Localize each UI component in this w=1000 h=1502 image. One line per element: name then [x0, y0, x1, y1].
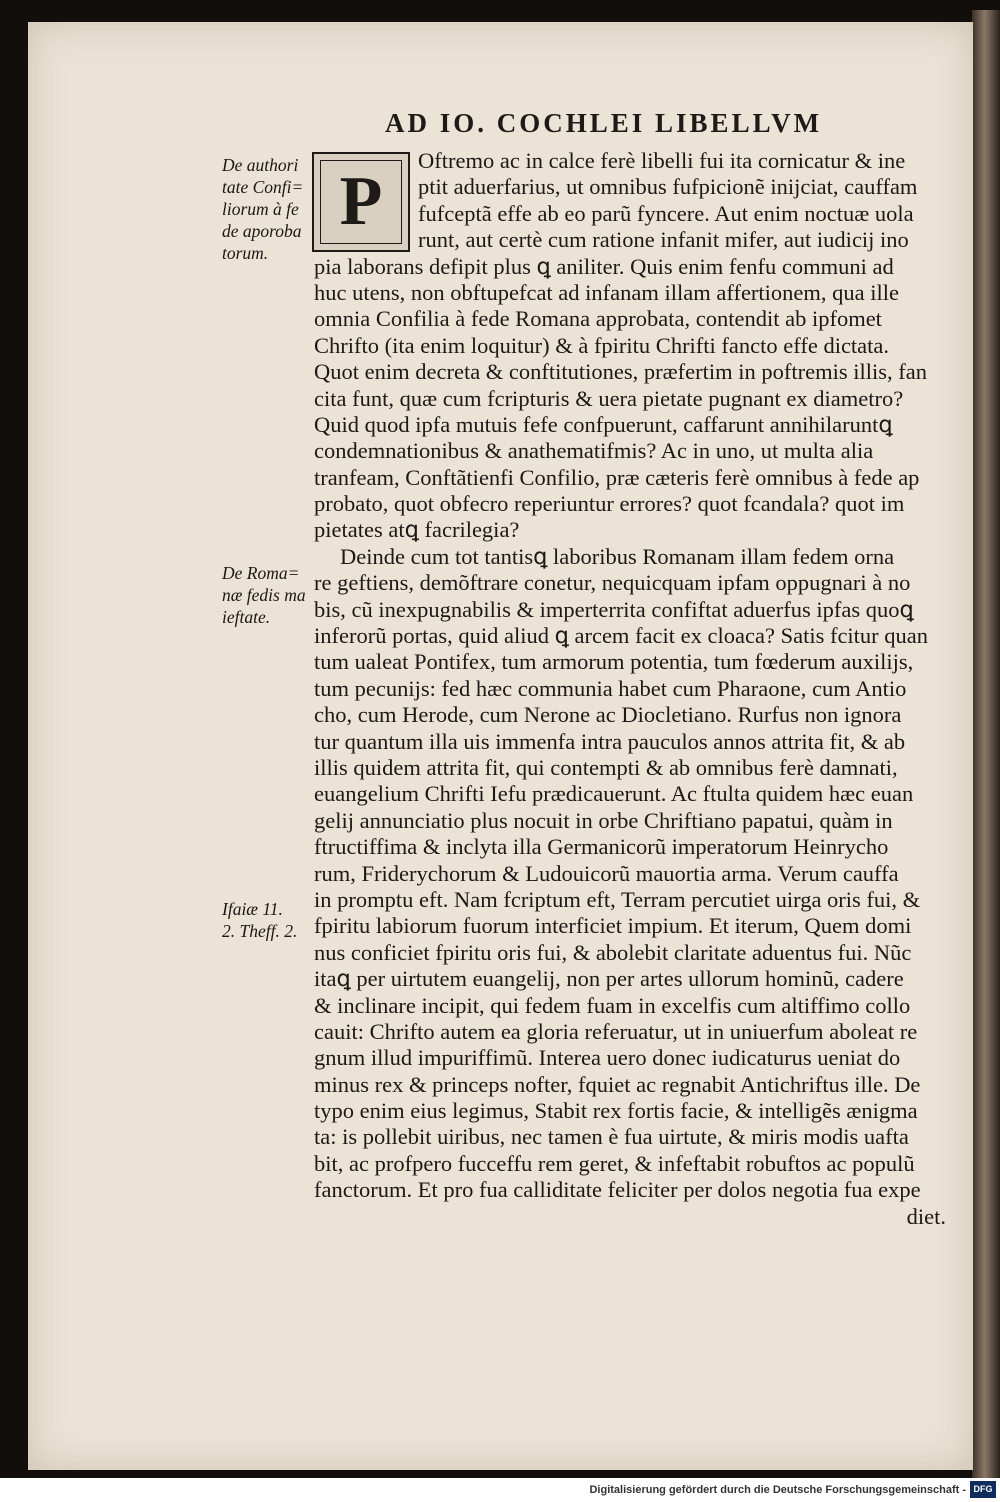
text-line: Chrifto (ita enim loquitur) & à fpiritu Chrifti fancto effe dictata. — [314, 332, 890, 358]
dfg-logo: DFG — [970, 1481, 996, 1498]
text-line: ptit aduerfarius, ut omnibus fufpicionẽ inijciat, cauffam — [418, 174, 918, 200]
text-line: pia laborans defipit plus ꝗ aniliter. Quis enim fenfu communi ad — [314, 253, 894, 279]
text-line: Quid quod ipfa mutuis fefe confpuerunt, caffarunt annihilaruntꝗ — [314, 411, 893, 437]
text-line: itaꝗ per uirtutem euangelij, non per artes ullorum hominũ, cadere — [314, 966, 904, 992]
text-line: Quot enim decreta & conftitutiones, præfertim in poftremis illis, fan — [314, 359, 927, 385]
text-line: cita funt, quæ cum fcripturis & uera pietate pugnant ex diametro? — [314, 385, 904, 411]
text-line: typo enim eius legimus, Stabit rex fortis facie, & intelligẽs ænigma — [314, 1098, 918, 1124]
text-line: gelij annunciatio plus nocuit in orbe Chriftiano papatui, quàm in — [314, 807, 893, 833]
margin-note-line: tate Confi= — [222, 177, 304, 197]
text-line: fufceptã effe ab eo parũ fyncere. Aut enim noctuæ uola — [418, 200, 914, 226]
text-line: inferorũ portas, quid aliud ꝗ arcem facit ex cloaca? Satis fcitur quan — [314, 623, 929, 649]
margin-note-line: Ifaiæ 11. — [222, 899, 283, 919]
text-line: euangelium Chrifti Iefu prædicauerunt. Ac ftulta quidem hæc euan — [314, 781, 914, 807]
text-line: omnia Confilia à fede Romana approbata, contendit ab ipfomet — [314, 306, 882, 332]
text-line: tur quantum illa uis immenfa intra pauculos annos attrita fit, & ab — [314, 728, 906, 754]
text-line: minus rex & princeps nofter, fquiet ac regnabit Antichriftus ille. De — [314, 1071, 921, 1097]
text-line: tum pecunijs: fed hæc communia habet cum Pharaone, cum Antio — [314, 675, 907, 701]
initial-letter: P — [339, 163, 383, 240]
text-line: diet. — [906, 1203, 946, 1229]
body-text — [314, 148, 954, 1230]
text-line: runt, aut certè cum ratione infanit mifer, aut iudicij ino — [418, 227, 909, 253]
text-line: bis, cũ inexpugnabilis & imperterrita confiftat aduerfus ipfas quoꝗ — [314, 596, 914, 622]
text-line: tranfeam, Conftãtienfi Confilio, præ cæteris ferè omnibus à fede ap — [314, 464, 920, 490]
margin-note-line: torum. — [222, 243, 269, 263]
margin-note-authority — [222, 154, 314, 264]
text-line: Oftremo ac in calce ferè libelli fui ita cornicatur & ine — [418, 148, 906, 173]
margin-note-line: ieftate. — [222, 607, 271, 627]
footer-credit: Digitalisierung gefördert durch die Deutsche Forschungsgemeinschaft - — [589, 1484, 966, 1496]
text-line: tum ualeat Pontifex, tum armorum potentia, tum fœderum auxilijs, — [314, 649, 914, 675]
book-fore-edge — [972, 10, 1000, 1478]
text-line: ftructiffima & inclyta illa Germanicorũ imperatorum Heinrycho — [314, 834, 889, 860]
text-line: pietates atꝗ facrilegia? — [314, 517, 520, 543]
margin-note-scripture-ref — [222, 898, 314, 942]
margin-note-line: De authori — [222, 155, 299, 175]
text-line: gnum illud impuriffimũ. Interea uero donec iudicaturus ueniat do — [314, 1045, 901, 1071]
text-line: & inclinare incipit, qui fedem fuam in excelfis cum altiffimo collo — [314, 992, 911, 1018]
margin-note-roman-see — [222, 562, 314, 628]
margin-note-line: liorum à fe — [222, 199, 299, 219]
text-line: rum, Friderychorum & Ludouicorũ mauortia arma. Verum cauffa — [314, 860, 899, 886]
text-line: ta: is pollebit uiribus, nec tamen è fua uirtute, & miris modis uafta — [314, 1124, 909, 1150]
text-line: probato, quot obfecro reperiuntur errores? quot fcandala? quot im — [314, 491, 905, 517]
text-line: fanctorum. Et pro fua calliditate feliciter per dolos negotia fua expe — [314, 1177, 921, 1203]
text-line: illis quidem attrita fit, qui contempti & ab omnibus ferè damnati, — [314, 754, 898, 780]
text-line: cho, cum Herode, cum Nerone ac Diocletiano. Rurfus non ignora — [314, 702, 902, 728]
margin-note-line: 2. Theff. 2. — [222, 921, 298, 941]
text-line: huc utens, non obftupefcat ad infanam illam affertionem, qua ille — [314, 279, 900, 305]
text-line: in promptu eft. Nam fcriptum eft, Terram percutiet uirga oris fui, & — [314, 886, 921, 912]
text-line: nus conficiet fpiritu oris fui, & abolebit claritate aduentus fui. Nũc — [314, 939, 912, 965]
text-line: bit, ac profpero fucceffu rem geret, & infeftabit robuftos ac populũ — [314, 1150, 915, 1176]
text-line: fpiritu labiorum fuorum interficiet impium. Et iterum, Quem domi — [314, 913, 912, 939]
text-line: condemnationibus & anathematifmis? Ac in uno, ut multa alia — [314, 438, 874, 464]
margin-note-line: næ fedis ma — [222, 585, 306, 605]
margin-note-line: De Roma= — [222, 563, 300, 583]
margin-note-line: de aporoba — [222, 221, 302, 241]
text-line: cauit: Chrifto autem ea gloria referuatur, ut in uniuerfum aboleat re — [314, 1018, 918, 1044]
text-line: Deinde cum tot tantisꝗ laboribus Romanam illam fedem orna — [340, 543, 895, 569]
text-line: re geftiens, demõftrare conetur, nequicquam ipfam oppugnari à no — [314, 570, 911, 596]
running-head: AD IO. COCHLEI LIBELLVM — [385, 108, 823, 138]
